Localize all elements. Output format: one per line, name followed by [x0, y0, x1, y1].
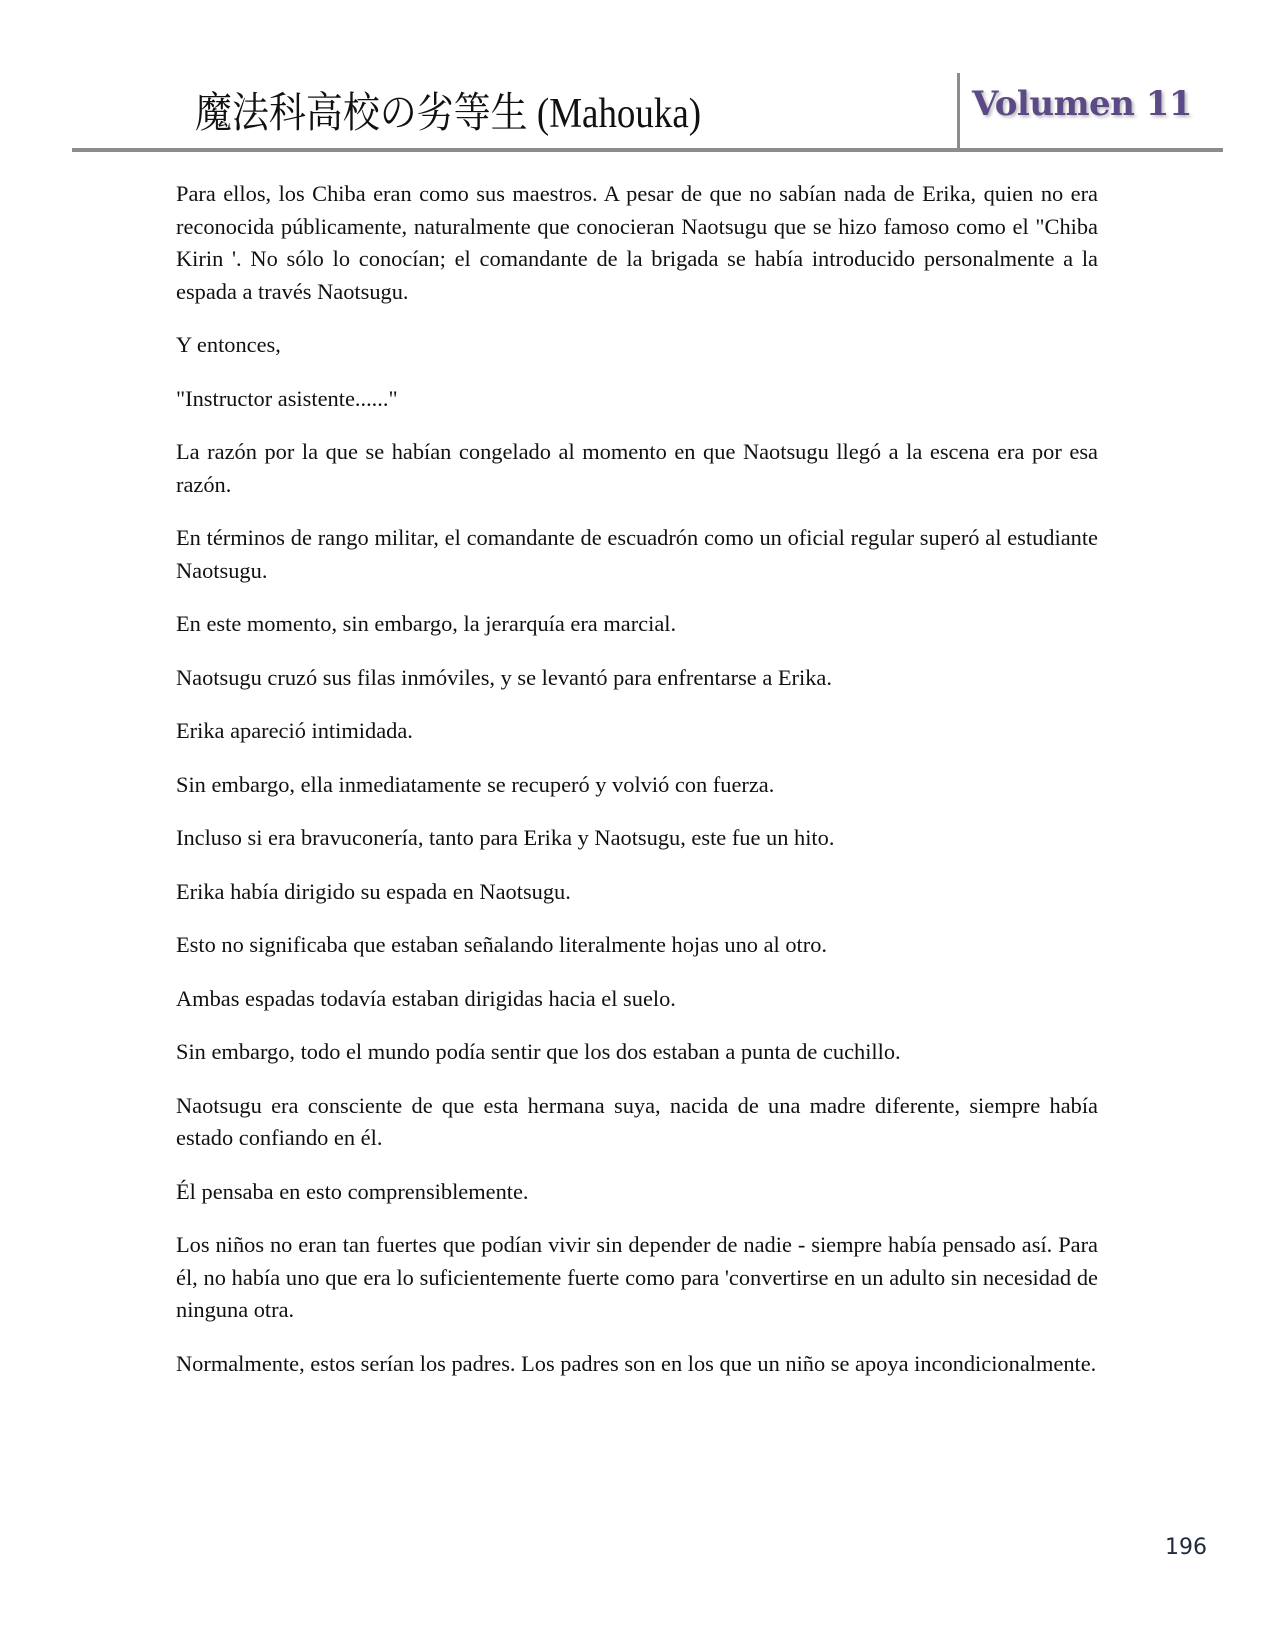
paragraph: Incluso si era bravuconería, tanto para Erika y Naotsugu, este fue un hito. — [176, 825, 835, 850]
paragraph: Ambas espadas todavía estaban dirigidas hacia el suelo. — [176, 985, 676, 1011]
header-vertical-divider — [957, 73, 960, 150]
paragraph: Y entonces, — [176, 332, 281, 357]
paragraph: "Instructor asistente......" — [176, 385, 398, 411]
paragraph: Esto no significaba que estaban señalando literalmente hojas uno al otro. — [176, 932, 828, 957]
paragraph: Él pensaba en esto comprensiblemente. — [176, 1178, 529, 1204]
volume-label: Volumen 11 — [972, 84, 1193, 124]
page-body — [176, 178, 1098, 1401]
book-title: 魔法科高校の劣等生 (Mahouka) — [195, 91, 702, 137]
paragraph: Erika apareció intimidada. — [176, 718, 413, 743]
paragraph: Naotsugu cruzó sus filas inmóviles, y se levantó para enfrentarse a Erika. — [176, 664, 832, 690]
page-header — [0, 0, 1275, 160]
paragraph: Erika había dirigido su espada en Naotsugu. — [176, 878, 571, 904]
paragraph: Los niños no eran tan fuertes que podían vivir sin depender de nadie - siempre había pensado así. Para él, no había uno que era lo suficientemente fuerte como para 'convertirse en un adulto sin necesidad de ninguna otra. — [176, 1232, 1098, 1322]
paragraph: Naotsugu era consciente de que esta hermana suya, nacida de una madre diferente, siempre había estado confiando en él. — [176, 1092, 1098, 1150]
paragraph: Sin embargo, ella inmediatamente se recuperó y volvió con fuerza. — [176, 771, 775, 797]
paragraph: Para ellos, los Chiba eran como sus maestros. A pesar de que no sabían nada de Erika, quien no era reconocida públicamente, naturalmente que conocieran Naotsugu que se hizo famoso como el "Chiba Kirin '. No sólo lo conocían; el comandante de la brigada se había introducido personalmente a la espada a través Naotsugu. — [176, 181, 1098, 304]
paragraph: En términos de rango militar, el comandante de escuadrón como un oficial regular superó al estudiante Naotsugu. — [176, 525, 1098, 583]
paragraph: En este momento, sin embargo, la jerarquía era marcial. — [176, 611, 677, 636]
header-horizontal-rule — [72, 148, 1223, 152]
page-number: 196 — [1165, 1535, 1207, 1560]
paragraph: Normalmente, estos serían los padres. Los padres son en los que un niño se apoya incondicionalmente. — [176, 1350, 1097, 1376]
paragraph: La razón por la que se habían congelado al momento en que Naotsugu llegó a la escena era por esa razón. — [176, 439, 1098, 497]
paragraph: Sin embargo, todo el mundo podía sentir que los dos estaban a punta de cuchillo. — [176, 1039, 901, 1064]
